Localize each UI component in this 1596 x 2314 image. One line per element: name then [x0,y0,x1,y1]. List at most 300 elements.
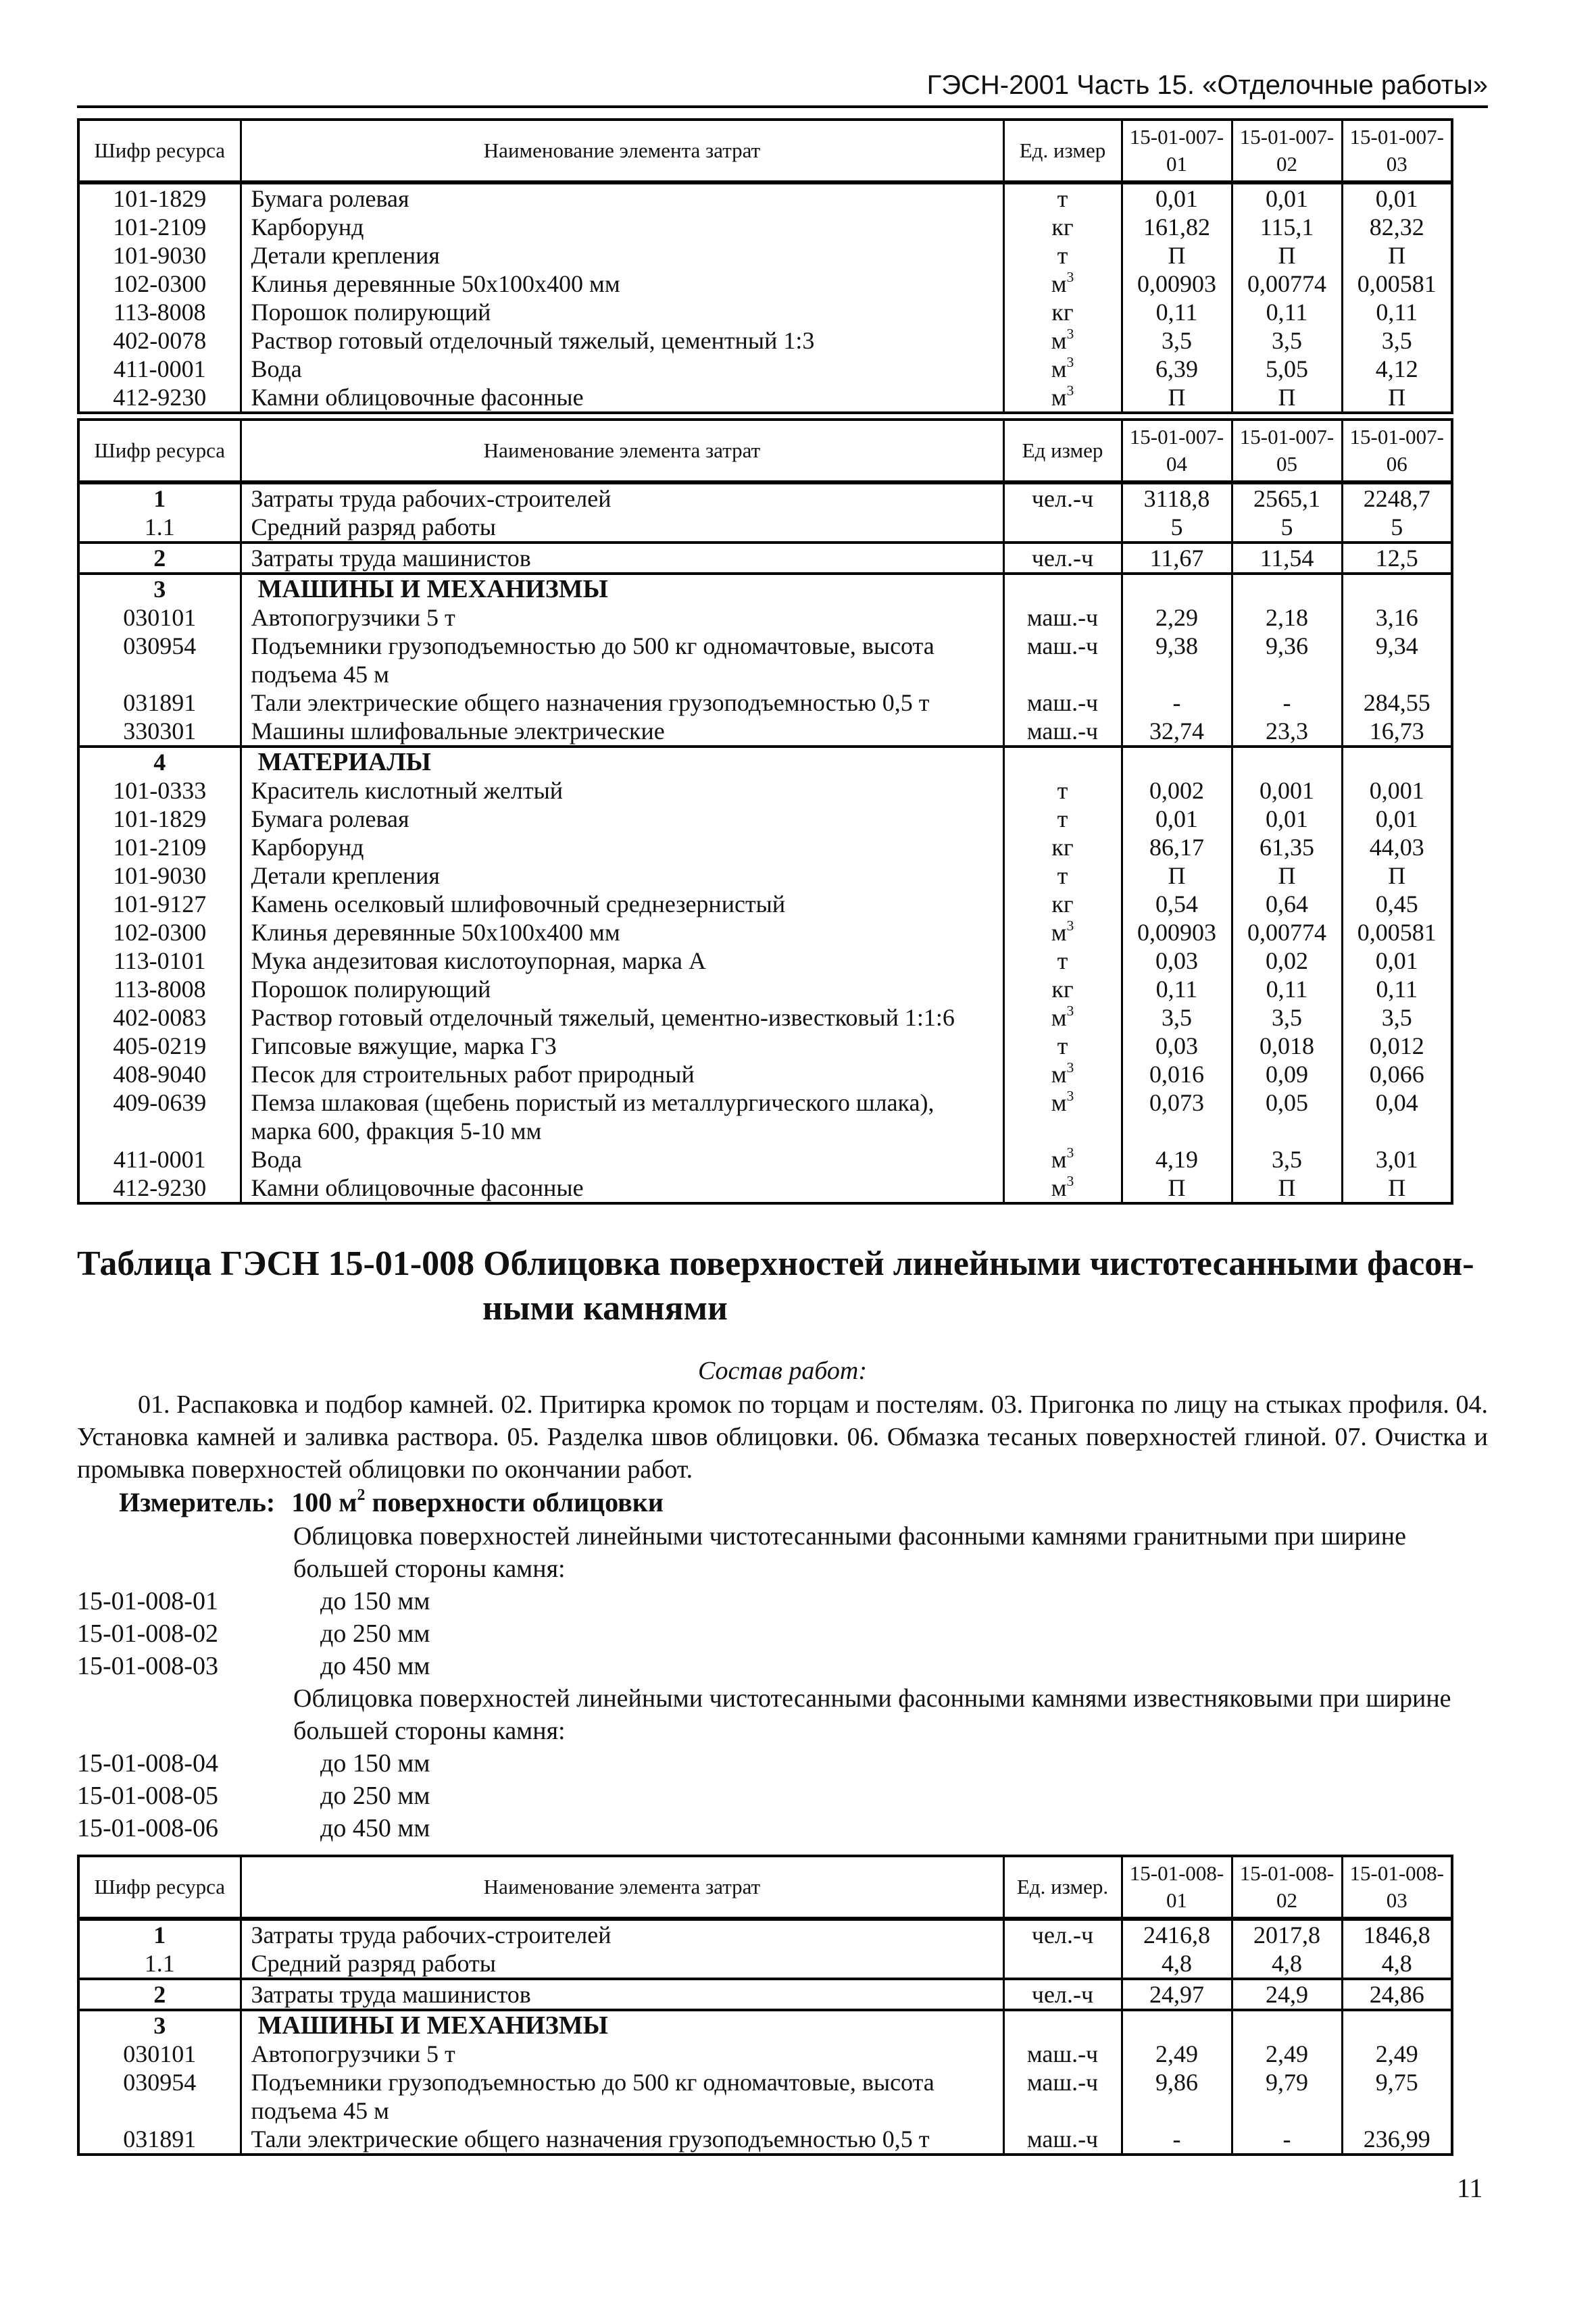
table-row [78,688,1452,717]
norm-value [1122,747,1232,776]
norm-value: П [1232,861,1342,890]
header-name: Наименование элемента затрат [241,420,1003,482]
norm-value: 3,5 [1122,1003,1232,1032]
unit-of-measure [1003,513,1122,543]
stone-size: до 250 мм [320,1782,430,1810]
cost-element-name: Камни облицовочные фасонные [241,1174,1003,1203]
norm-value: 4,8 [1232,1949,1342,1979]
composition-title: Состав работ: [697,1357,868,1385]
table-row [78,1032,1452,1060]
resource-code: 412-9230 [78,1174,241,1203]
resource-code: 408-9040 [78,1060,241,1088]
norm-value: 0,01 [1122,805,1232,833]
stone-size: до 250 мм [320,1619,430,1648]
cost-element-name: Раствор готовый отделочный тяжелый, цементный 1:3 [241,326,1003,355]
norm-value: 5 [1232,513,1342,543]
header-code: Шифр ресурса [78,120,241,182]
norm-value: 0,018 [1232,1032,1342,1060]
unit-of-measure: маш.-ч [1003,2068,1122,2125]
norm-value: 0,01 [1342,805,1452,833]
unit-of-measure: т [1003,1032,1122,1060]
norm-value: П [1232,241,1342,270]
header-name: Наименование элемента затрат [241,1856,1003,1919]
header-value: 15-01-007-03 [1342,120,1452,182]
norm-value: - [1232,688,1342,717]
norm-value: 2,18 [1232,603,1342,632]
norm-value: 0,11 [1122,975,1232,1003]
table-row [78,383,1452,413]
table-row [78,1949,1452,1979]
norm-code: 15-01-008-01 [77,1587,218,1615]
resource-code: 101-2109 [78,833,241,861]
cost-element-name: Затраты труда рабочих-строителей [241,482,1003,513]
table-row [78,482,1452,513]
norm-value: 5 [1122,513,1232,543]
cost-element-name: Бумага ролевая [241,805,1003,833]
norm-value: 0,00774 [1232,918,1342,947]
norm-value: 86,17 [1122,833,1232,861]
resource-code: 101-2109 [78,213,241,241]
table-row [78,298,1452,326]
unit-of-measure: $м^3$ [1003,918,1122,947]
unit-of-measure [1003,574,1122,603]
norm-value: 2,49 [1342,2040,1452,2068]
norm-value: П [1342,383,1452,413]
norm-value: 6,39 [1122,355,1232,383]
spec-item [77,1617,1488,1650]
norm-value: 3118,8 [1122,482,1232,513]
norm-value: П [1122,241,1232,270]
norm-value: 2248,7 [1342,482,1452,513]
unit-of-measure [1003,1949,1122,1979]
norm-value: 3,5 [1342,326,1452,355]
norm-value: 3,5 [1342,1003,1452,1032]
norm-value: - [1232,2125,1342,2155]
cost-element-name: Тали электрические общего назначения грузоподъемностью 0,5 т [241,2125,1003,2155]
unit-of-measure: $м^3$ [1003,1145,1122,1174]
cost-element-name: Затраты труда рабочих-строителей [241,1919,1003,1949]
norm-value: 2565,1 [1232,482,1342,513]
unit-of-measure: $м^3$ [1003,1088,1122,1145]
norm-value: 0,00774 [1232,270,1342,298]
meter-value: 100 $м^2$ поверхности облицовки [291,1486,664,1517]
unit-of-measure: маш.-ч [1003,632,1122,688]
norm-value: 0,11 [1342,975,1452,1003]
resource-table-007-01-03 [77,118,1453,414]
resource-code: 1.1 [78,513,241,543]
table-row [78,2068,1452,2125]
table-row [78,182,1452,213]
cost-element-name: Камень оселковый шлифовочный среднезернистый [241,890,1003,918]
header-value: 15-01-008-01 [1122,1856,1232,1919]
norm-value: 2,29 [1122,603,1232,632]
header-name: Наименование элемента затрат [241,120,1003,182]
norm-value: 0,54 [1122,890,1232,918]
norm-value: 5 [1342,513,1452,543]
header-value: 15-01-007-01 [1122,120,1232,182]
norm-code: 15-01-008-04 [77,1749,218,1778]
resource-code: 030101 [78,2040,241,2068]
norm-value [1122,574,1232,603]
norm-code: 15-01-008-05 [77,1782,218,1810]
norm-value: 24,9 [1232,1979,1342,2010]
section-row [78,574,1452,603]
unit-of-measure [1003,747,1122,776]
table-row [78,947,1452,975]
norm-value: 0,01 [1342,947,1452,975]
unit-of-measure: $м^3$ [1003,1003,1122,1032]
norm-value: 0,012 [1342,1032,1452,1060]
cost-element-name: Гипсовые вяжущие, марка Г3 [241,1032,1003,1060]
norm-value: - [1122,2125,1232,2155]
cost-element-name: Подъемники грузоподъемностью до 500 кг одномачтовые, высота подъема 45 м [241,2068,1003,2125]
meter [119,1486,664,1519]
resource-code: 1 [78,482,241,513]
norm-value [1232,747,1342,776]
norm-value: 284,55 [1342,688,1452,717]
section-row [78,747,1452,776]
norm-value: П [1232,383,1342,413]
cost-element-name: Клинья деревянные 50х100х400 мм [241,918,1003,947]
cost-element-name: Краситель кислотный желтый [241,776,1003,805]
table-row [78,918,1452,947]
resource-code: 030954 [78,632,241,688]
cost-element-name: Затраты труда машинистов [241,543,1003,574]
cost-element-name: МАТЕРИАЛЫ [241,747,1003,776]
norm-value: 0,03 [1122,1032,1232,1060]
unit-of-measure: $м^3$ [1003,270,1122,298]
table-row [78,1003,1452,1032]
resource-code: 031891 [78,688,241,717]
norm-value: 24,97 [1122,1979,1232,2010]
resource-code: 113-0101 [78,947,241,975]
table-row [78,1979,1452,2010]
norm-value: П [1342,861,1452,890]
norm-value: 3,5 [1122,326,1232,355]
norm-value: 9,38 [1122,632,1232,688]
running-head: ГЭСН-2001 Часть 15. «Отделочные работы» [77,68,1488,108]
unit-of-measure: т [1003,805,1122,833]
cost-element-name: Карборунд [241,833,1003,861]
cost-element-name: МАШИНЫ И МЕХАНИЗМЫ [241,2010,1003,2040]
cost-element-name: Детали крепления [241,861,1003,890]
resource-code: 101-1829 [78,805,241,833]
header-unit: Ед. измер [1003,120,1122,182]
unit-of-measure: маш.-ч [1003,2125,1122,2155]
norm-value: 2416,8 [1122,1919,1232,1949]
norm-value: П [1342,241,1452,270]
section-heading-line1: Таблица ГЭСН 15-01-008 Облицовка поверхностей линейными чистотесанными фасон- [77,1244,1474,1283]
norm-value: 0,11 [1232,975,1342,1003]
norm-value: 0,11 [1232,298,1342,326]
resource-code: 1 [78,1919,241,1949]
unit-of-measure: чел.-ч [1003,1919,1122,1949]
resource-code: 405-0219 [78,1032,241,1060]
cost-element-name: Песок для строительных работ природный [241,1060,1003,1088]
cost-element-name: Клинья деревянные 50х100х400 мм [241,270,1003,298]
norm-value [1122,2010,1232,2040]
norm-value: 0,00581 [1342,918,1452,947]
resource-table-007-04-06 [77,418,1453,1205]
spec-item [77,1780,1488,1812]
norm-value: 16,73 [1342,717,1452,747]
table-row [78,1060,1452,1088]
table-row [78,1145,1452,1174]
resource-code: 030101 [78,603,241,632]
cost-element-name: Вода [241,1145,1003,1174]
norm-value: 11,54 [1232,543,1342,574]
header-value: 15-01-008-03 [1342,1856,1452,1919]
norm-value: 9,36 [1232,632,1342,688]
table-row [78,632,1452,688]
norm-value: 0,09 [1232,1060,1342,1088]
norm-value: 0,073 [1122,1088,1232,1145]
composition-text: 01. Распаковка и подбор камней. 02. Притирка кромок по торцам и постелям. 03. Пригонка по лицу на стыках профиля. 04. Установка камней и заливка раствора. 05. Разделка швов облицовки. 06. Обмазка тесаных поверхностей глиной. 07. Очистка и промывка поверхностей облицовки по окончании работ. [77,1390,1488,1484]
resource-code: 113-8008 [78,298,241,326]
table-row [78,861,1452,890]
cost-element-name: Порошок полирующий [241,298,1003,326]
unit-of-measure: т [1003,241,1122,270]
table-row [78,241,1452,270]
resource-code: 1.1 [78,1949,241,1979]
meter-label: Измеритель: [119,1487,276,1517]
unit-of-measure [1003,2010,1122,2040]
norm-value: П [1342,1174,1452,1203]
norm-value [1342,574,1452,603]
unit-of-measure: чел.-ч [1003,482,1122,513]
norm-value: 0,01 [1342,182,1452,213]
cost-element-name: Средний разряд работы [241,513,1003,543]
norm-value: 2,49 [1122,2040,1232,2068]
header-value: 15-01-007-05 [1232,420,1342,482]
table-row [78,717,1452,747]
cost-element-name: Пемза шлаковая (щебень пористый из металлургического шлака), марка 600, фракция 5-10 мм [241,1088,1003,1145]
table-row [78,1919,1452,1949]
norm-value: 3,5 [1232,326,1342,355]
resource-code: 031891 [78,2125,241,2155]
table-row [78,805,1452,833]
norm-value: 0,64 [1232,890,1342,918]
resource-code: 402-0078 [78,326,241,355]
resource-code: 409-0639 [78,1088,241,1145]
norm-value: 2,49 [1232,2040,1342,2068]
resource-code: 101-1829 [78,182,241,213]
norm-value: 9,79 [1232,2068,1342,2125]
cost-element-name: Тали электрические общего назначения грузоподъемностью 0,5 т [241,688,1003,717]
cost-element-name: Автопогрузчики 5 т [241,603,1003,632]
norm-value: 24,86 [1342,1979,1452,2010]
resource-code: 2 [78,1979,241,2010]
table-row [78,326,1452,355]
table-header-row [78,420,1452,482]
unit-of-measure: чел.-ч [1003,543,1122,574]
section-heading-line2: ными камнями [482,1289,728,1328]
norm-value [1232,2010,1342,2040]
table-row [78,975,1452,1003]
spec-item [77,1747,1488,1780]
norm-value: 0,45 [1342,890,1452,918]
stone-size: до 150 мм [320,1587,430,1615]
norm-code: 15-01-008-02 [77,1619,218,1648]
table-header-row [78,1856,1452,1919]
unit-of-measure: $м^3$ [1003,1174,1122,1203]
table-row [78,213,1452,241]
norm-value [1232,574,1342,603]
cost-element-name: Раствор готовый отделочный тяжелый, цементно-известковый 1:1:6 [241,1003,1003,1032]
norm-value: 11,67 [1122,543,1232,574]
norm-value: 0,02 [1232,947,1342,975]
resource-code: 411-0001 [78,355,241,383]
unit-of-measure: т [1003,776,1122,805]
cost-element-name: Карборунд [241,213,1003,241]
unit-of-measure: маш.-ч [1003,717,1122,747]
table-row [78,270,1452,298]
norm-value: 4,12 [1342,355,1452,383]
norm-value [1342,747,1452,776]
unit-of-measure: т [1003,861,1122,890]
resource-code: 330301 [78,717,241,747]
cost-element-name: Детали крепления [241,241,1003,270]
resource-code: 101-9127 [78,890,241,918]
norm-value: П [1122,383,1232,413]
norm-value: 9,34 [1342,632,1452,688]
table-row [78,2125,1452,2155]
unit-of-measure: маш.-ч [1003,2040,1122,2068]
table-header-row [78,120,1452,182]
cost-element-name: Мука андезитовая кислотоупорная, марка А [241,947,1003,975]
norm-value: 0,11 [1122,298,1232,326]
section-row [78,2010,1452,2040]
spec-item [77,1812,1488,1844]
norm-value: 0,066 [1342,1060,1452,1088]
resource-code: 102-0300 [78,918,241,947]
unit-of-measure: $м^3$ [1003,355,1122,383]
cost-element-name: Машины шлифовальные электрические [241,717,1003,747]
norm-value: 0,03 [1122,947,1232,975]
norm-value: 82,32 [1342,213,1452,241]
norm-value: 12,5 [1342,543,1452,574]
norm-value: 0,01 [1122,182,1232,213]
norm-value: - [1122,688,1232,717]
cost-element-name: Подъемники грузоподъемностью до 500 кг одномачтовые, высота подъема 45 м [241,632,1003,688]
section-heading [77,1242,1496,1331]
cost-element-name: Камни облицовочные фасонные [241,383,1003,413]
table-row [78,2040,1452,2068]
unit-of-measure: т [1003,182,1122,213]
table-row [78,776,1452,805]
unit-of-measure: чел.-ч [1003,1979,1122,2010]
norm-value: 0,01 [1232,182,1342,213]
cost-element-name: Автопогрузчики 5 т [241,2040,1003,2068]
resource-code: 2 [78,543,241,574]
resource-code: 101-0333 [78,776,241,805]
table-row [78,355,1452,383]
norm-code: 15-01-008-03 [77,1652,218,1680]
resource-code: 3 [78,574,241,603]
unit-of-measure: кг [1003,975,1122,1003]
resource-code: 3 [78,2010,241,2040]
resource-code: 113-8008 [78,975,241,1003]
unit-of-measure: кг [1003,298,1122,326]
resource-code: 101-9030 [78,861,241,890]
resource-code: 4 [78,747,241,776]
header-value: 15-01-007-06 [1342,420,1452,482]
norm-value: 0,11 [1342,298,1452,326]
header-value: 15-01-007-04 [1122,420,1232,482]
spec-item [77,1650,1488,1682]
header-unit: Ед измер [1003,420,1122,482]
norm-code: 15-01-008-06 [77,1814,218,1842]
table-row [78,603,1452,632]
norm-value: 0,01 [1232,805,1342,833]
norm-value: П [1122,1174,1232,1203]
cost-element-name: Средний разряд работы [241,1949,1003,1979]
spec-item [77,1585,1488,1617]
norm-value: 61,35 [1232,833,1342,861]
spec-group-description: Облицовка поверхностей линейными чистотесанными фасонными камнями известняковыми при ширине большей стороны камня: [293,1684,1451,1745]
header-value: 15-01-008-02 [1232,1856,1342,1919]
norm-value: 3,5 [1232,1003,1342,1032]
norm-value: 3,01 [1342,1145,1452,1174]
resource-table-008-01-03 [77,1855,1453,2156]
norm-value: 9,86 [1122,2068,1232,2125]
unit-of-measure: $м^3$ [1003,383,1122,413]
cost-element-name: МАШИНЫ И МЕХАНИЗМЫ [241,574,1003,603]
norm-value: 3,5 [1232,1145,1342,1174]
unit-of-measure: кг [1003,833,1122,861]
unit-of-measure: $м^3$ [1003,326,1122,355]
cost-element-name: Порошок полирующий [241,975,1003,1003]
unit-of-measure: т [1003,947,1122,975]
header-unit: Ед. измер. [1003,1856,1122,1919]
table-row [78,1174,1452,1203]
cost-element-name: Вода [241,355,1003,383]
cost-element-name: Затраты труда машинистов [241,1979,1003,2010]
norm-value: 0,05 [1232,1088,1342,1145]
resource-code: 402-0083 [78,1003,241,1032]
norm-value: 0,00581 [1342,270,1452,298]
norm-value: 115,1 [1232,213,1342,241]
unit-of-measure: маш.-ч [1003,688,1122,717]
norm-value: 0,016 [1122,1060,1232,1088]
norm-value: 0,001 [1232,776,1342,805]
norm-value: 23,3 [1232,717,1342,747]
norm-value: 44,03 [1342,833,1452,861]
unit-of-measure: маш.-ч [1003,603,1122,632]
resource-code: 102-0300 [78,270,241,298]
norm-value: 32,74 [1122,717,1232,747]
norm-value: 236,99 [1342,2125,1452,2155]
unit-of-measure: кг [1003,890,1122,918]
norm-spec-list [77,1520,1488,1844]
header-code: Шифр ресурса [78,1856,241,1919]
unit-of-measure: $м^3$ [1003,1060,1122,1088]
resource-code: 030954 [78,2068,241,2125]
norm-value: 4,19 [1122,1145,1232,1174]
stone-size: до 450 мм [320,1814,430,1842]
resource-code: 411-0001 [78,1145,241,1174]
unit-of-measure: кг [1003,213,1122,241]
norm-value: 3,16 [1342,603,1452,632]
norm-value: 0,00903 [1122,918,1232,947]
norm-value [1342,2010,1452,2040]
page-number: 11 [1457,2173,1483,2203]
norm-value: 2017,8 [1232,1919,1342,1949]
norm-value: П [1122,861,1232,890]
norm-value: П [1232,1174,1342,1203]
norm-value: 0,001 [1342,776,1452,805]
norm-value: 0,002 [1122,776,1232,805]
